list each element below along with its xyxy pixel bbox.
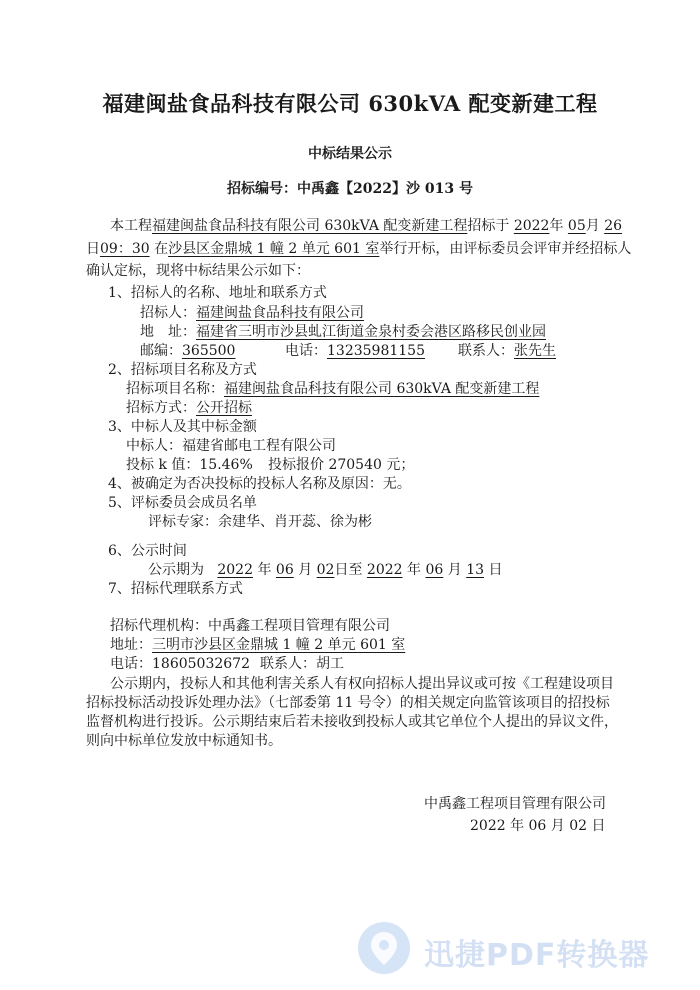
project-name-value: 福建闽盐食品科技有限公司 630kVA 配变新建工程 (224, 381, 540, 397)
section-2-heading: 2、招标项目名称及方式 (108, 362, 257, 378)
agency-address-row (110, 635, 405, 655)
intro-month: 05 (567, 218, 586, 234)
tel-value: 13235981155 (327, 343, 425, 359)
agency-name: 招标代理机构：中禹鑫工程项目管理有限公司 (110, 618, 390, 634)
intro-line-2 (86, 239, 631, 259)
agency-contact: 联系人：胡工 (260, 656, 344, 672)
tenderer-address-row (140, 322, 546, 342)
bid-price: 投标报价 270540 元； (268, 457, 415, 473)
period-text: 年 (257, 562, 272, 578)
document-subtitle: 中标结果公示 (308, 146, 392, 162)
agency-address-label: 地址： (110, 637, 152, 653)
period-text: 日至 (334, 562, 363, 578)
intro-project: 福建闽盐食品科技有限公司 630kVA 配变新建工程 (152, 218, 468, 234)
notice-line-1: 公示期内，投标人和其他利害关系人有权向招标人提出异议或可按《工程建设项目 (110, 676, 614, 692)
signature-org: 中禹鑫工程项目管理有限公司 (424, 796, 606, 812)
intro-day: 26 (604, 218, 623, 234)
tenderer-address-label: 地 址： (140, 324, 196, 340)
intro-text: 招标于 (467, 218, 510, 234)
start-year: 2022 (217, 562, 253, 578)
intro-line-3: 确认定标，现将中标结果公示如下： (86, 263, 310, 279)
tender-method-row (126, 398, 252, 418)
end-month: 06 (425, 562, 444, 578)
intro-place: 沙县区金鼎城 1 幢 2 单元 601 室 (168, 241, 380, 257)
contact-value: 张先生 (514, 343, 556, 359)
document-title: 福建闽盐食品科技有限公司 630kVA 配变新建工程 (102, 91, 598, 116)
winner: 中标人：福建省邮电工程有限公司 (126, 438, 336, 454)
project-name-label: 招标项目名称： (126, 381, 224, 397)
section-1-heading: 1、招标人的名称、地址和联系方式 (108, 285, 327, 301)
intro-text: 在 (154, 241, 169, 257)
start-month: 06 (275, 562, 294, 578)
intro-line-1 (110, 216, 622, 236)
period-label: 公示期为 (148, 562, 204, 578)
tenderer-address-value: 福建省三明市沙县虬江街道金泉村委会港区路移民创业园 (196, 324, 546, 340)
intro-year: 2022 (513, 218, 550, 234)
section-7-heading: 7、招标代理联系方式 (108, 581, 243, 597)
watermark-logo-icon (358, 922, 410, 974)
signature-date: 2022 年 06 月 02 日 (470, 818, 606, 834)
tenderer-name-row (140, 303, 364, 323)
period-text: 年 (407, 562, 422, 578)
intro-text: 月 (585, 218, 600, 234)
section-6-heading: 6、公示时间 (108, 543, 187, 559)
intro-text: 本工程 (110, 218, 152, 234)
publicity-period (148, 560, 502, 580)
notice-line-2: 招标投标活动投诉处理办法》（七部委第 11 号令）的相关规定向监管该项目的招投标 (86, 695, 610, 711)
start-day: 02 (316, 562, 335, 578)
end-day: 13 (466, 562, 485, 578)
watermark-text: 迅捷PDF转换器 (424, 938, 650, 973)
period-text: 日 (488, 562, 503, 578)
notice-line-4: 则向中标单位发放中标通知书。 (86, 733, 282, 749)
tenderer-name-value: 福建闽盐食品科技有限公司 (196, 305, 364, 321)
intro-time: 09：30 (100, 241, 150, 257)
tenderer-contact (458, 341, 556, 361)
tenderer-contact-row (140, 341, 246, 361)
period-text: 月 (298, 562, 313, 578)
period-text: 月 (447, 562, 462, 578)
zip-value: 365500 (182, 343, 236, 359)
end-year: 2022 (366, 562, 403, 578)
zip-label: 邮编： (140, 343, 182, 359)
intro-text: 举行开标，由评标委员会评审并经招标人 (379, 241, 632, 257)
tel-label: 电话： (285, 343, 327, 359)
k-value: 投标 k 值：15.46% (126, 457, 253, 473)
expert-list: 评标专家：余建华、肖开蕊、徐为彬 (148, 514, 372, 530)
intro-text: 年 (549, 218, 564, 234)
tenderer-name-label: 招标人： (140, 305, 196, 321)
agency-tel: 电话：18605032672 (110, 656, 250, 672)
section-3-heading: 3、中标人及其中标金额 (108, 419, 257, 435)
notice-line-3: 监督机构进行投诉。公示期结束后若未接收到投标人或其它单位个人提出的异议文件， (86, 714, 618, 730)
section-4-text: 4、被确定为否决投标的投标人名称及原因：无。 (108, 476, 411, 492)
tender-method-label: 招标方式： (126, 400, 196, 416)
project-name-row (126, 379, 539, 399)
agency-address-value: 三明市沙县区金鼎城 1 幢 2 单元 601 室 (152, 637, 406, 653)
section-5-heading: 5、评标委员会成员名单 (108, 495, 257, 511)
intro-text: 日 (86, 241, 100, 257)
contact-label: 联系人： (458, 343, 514, 359)
tender-method-value: 公开招标 (196, 400, 252, 416)
bid-number: 招标编号：中禹鑫【2022】沙 013 号 (227, 181, 473, 197)
tenderer-tel (285, 341, 425, 361)
